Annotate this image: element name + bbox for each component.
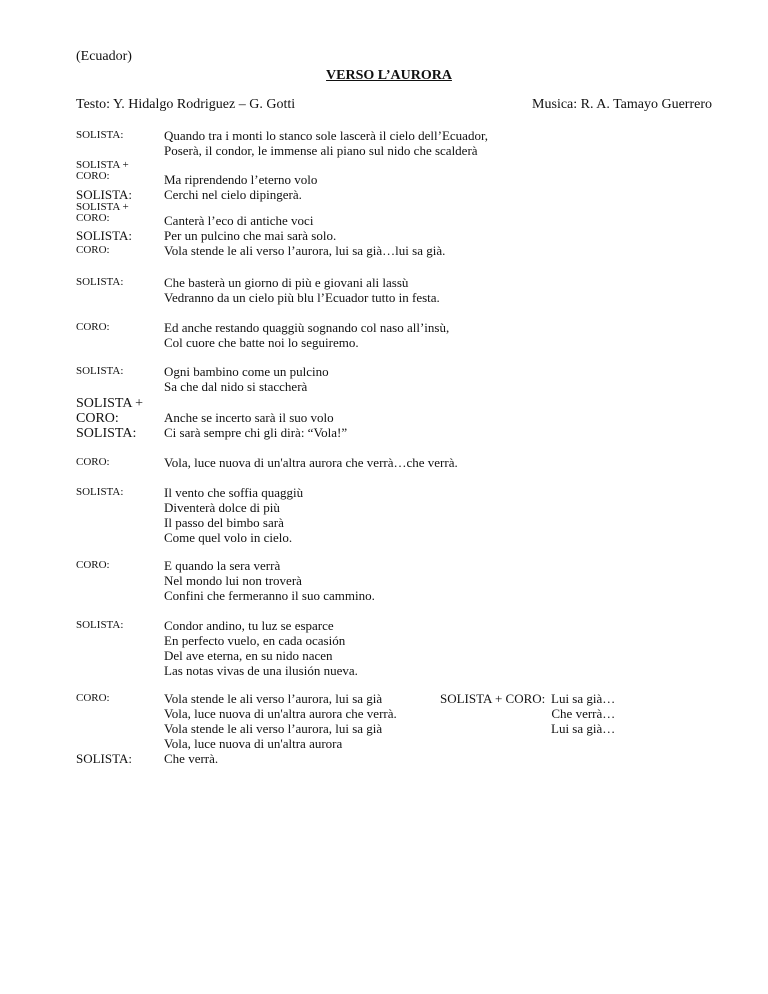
- speaker-label: CORO:: [76, 559, 110, 571]
- final-response-values: [545, 691, 615, 736]
- verse-block: [76, 275, 716, 305]
- lyric-line: Vola, luce nuova di un'altra aurora: [164, 736, 343, 751]
- response-line: Lui sa già…: [551, 721, 616, 736]
- lyric-line: Del ave eterna, en su nido nacen: [164, 648, 333, 663]
- verse-block: [76, 485, 716, 545]
- verse-lines: [164, 228, 716, 243]
- speaker-label: CORO:: [76, 244, 110, 256]
- speaker-solista: SOLISTA:: [76, 751, 133, 766]
- song-title: [0, 68, 768, 84]
- response-line: Lui sa già…: [551, 691, 616, 706]
- lyric-line: Sa che dal nido si staccherà: [164, 379, 308, 394]
- speaker-line: CORO:: [76, 411, 119, 426]
- verse-lines: [164, 160, 716, 187]
- final-response-label: SOLISTA + CORO:: [440, 691, 546, 706]
- verse-block: [76, 618, 716, 678]
- lyric-line: Che verrà.: [164, 751, 219, 766]
- verse-block: [76, 455, 716, 470]
- lyric-line: Diventerà dolce di più: [164, 500, 280, 515]
- lyric-line: Il passo del bimbo sarà: [164, 515, 284, 530]
- lyric-line: Che basterà un giorno di più e giovani ali lassù: [164, 275, 409, 290]
- lyric-line: Come quel volo in cielo.: [164, 530, 293, 545]
- speaker-label: SOLISTA:: [76, 129, 124, 141]
- lyric-line: E quando la sera verrà: [164, 558, 281, 573]
- lyric-line: Vola, luce nuova di un'altra aurora che verrà.: [164, 706, 397, 721]
- speaker-label: SOLISTA:: [76, 486, 124, 498]
- lyric-line: Quando tra i monti lo stanco sole lascerà il cielo dell’Ecuador,: [164, 128, 489, 143]
- lyric-line: Canterà l’eco di antiche voci: [164, 213, 314, 228]
- final-response-column: [440, 691, 615, 736]
- verse-lines: [164, 618, 716, 678]
- verse-lines: [164, 275, 716, 305]
- speaker-label: CORO:: [76, 321, 110, 333]
- lyric-line: Ogni bambino come un pulcino: [164, 364, 329, 379]
- song-title-text: VERSO L’AURORA: [326, 68, 452, 83]
- verse-lines: [164, 485, 716, 545]
- speaker-label: SOLISTA:: [76, 619, 124, 631]
- lyric-line: Col cuore che batte noi lo seguiremo.: [164, 335, 359, 350]
- speaker-label: [76, 691, 164, 766]
- verse-lines: [164, 364, 716, 394]
- verse-block: [76, 558, 716, 603]
- lyric-line: Vola stende le ali verso l’aurora, lui sa già: [164, 691, 383, 706]
- verse-block: [76, 691, 436, 766]
- verse-lines: [164, 558, 716, 603]
- lyric-line: Vola, luce nuova di un'altra aurora che verrà…che verrà.: [164, 455, 458, 470]
- verse-lines: [164, 187, 716, 202]
- verse-block: [76, 320, 716, 350]
- verse-block: [76, 396, 716, 441]
- lyric-line: Per un pulcino che mai sarà solo.: [164, 228, 337, 243]
- lyric-line: Ed anche restando quaggiù sognando col naso all’insù,: [164, 320, 450, 335]
- lyric-line: Ci sarà sempre chi gli dirà: “Vola!”: [164, 425, 348, 440]
- speaker-label: CORO:: [76, 456, 110, 468]
- speaker-label: SOLISTA + CORO:: [76, 201, 129, 224]
- lyric-line: Vedranno da un cielo più blu l’Ecuador tutto in festa.: [164, 290, 440, 305]
- lyric-line: Nel mondo lui non troverà: [164, 573, 302, 588]
- speaker-line: SOLISTA:: [76, 426, 137, 441]
- lyric-line: Il vento che soffia quaggiù: [164, 485, 304, 500]
- lyric-line: Confini che fermeranno il suo cammino.: [164, 588, 375, 603]
- speaker-label: SOLISTA:: [76, 276, 124, 288]
- speaker-label: SOLISTA:: [76, 187, 133, 202]
- verse-lines: [164, 396, 716, 441]
- country-label: (Ecuador): [76, 49, 132, 64]
- lyric-line: Las notas vivas de una ilusión nueva.: [164, 663, 358, 678]
- verse-lines: [164, 202, 716, 228]
- verse-lines: [164, 455, 716, 470]
- lyric-line: Anche se incerto sarà il suo volo: [164, 410, 334, 425]
- verse-block: [76, 364, 716, 394]
- speaker-label: SOLISTA:: [76, 365, 124, 377]
- speaker-label: SOLISTA:: [76, 228, 133, 243]
- verse-lines: [164, 128, 716, 158]
- lyric-line: Vola stende le ali verso l’aurora, lui sa già…lui sa già.: [164, 243, 446, 258]
- response-line: Che verrà…: [551, 706, 616, 721]
- speaker-line: SOLISTA +: [76, 396, 144, 411]
- lyric-line: Vola stende le ali verso l’aurora, lui sa già: [164, 721, 383, 736]
- lyric-line: Condor andino, tu luz se esparce: [164, 618, 334, 633]
- lyric-line: Cerchi nel cielo dipingerà.: [164, 187, 302, 202]
- verse-block: [76, 128, 716, 158]
- lyric-line: Poserà, il condor, le immense ali piano sul nido che scalderà: [164, 143, 478, 158]
- speaker-label: SOLISTA + CORO:: [76, 159, 129, 182]
- verse-lines: [164, 691, 436, 766]
- lyric-line: Ma riprendendo l’eterno volo: [164, 172, 318, 187]
- verse-block: [76, 160, 716, 258]
- verse-lines: [164, 243, 716, 258]
- credits-line: [76, 97, 712, 113]
- verse-lines: [164, 320, 716, 350]
- speaker-coro: CORO:: [76, 692, 110, 704]
- speaker-label: [76, 396, 164, 441]
- lyric-line: En perfecto vuelo, en cada ocasión: [164, 633, 346, 648]
- music-credit: Musica: R. A. Tamayo Guerrero: [532, 97, 712, 112]
- lyrics-credit: Testo: Y. Hidalgo Rodriguez – G. Gotti: [76, 97, 296, 112]
